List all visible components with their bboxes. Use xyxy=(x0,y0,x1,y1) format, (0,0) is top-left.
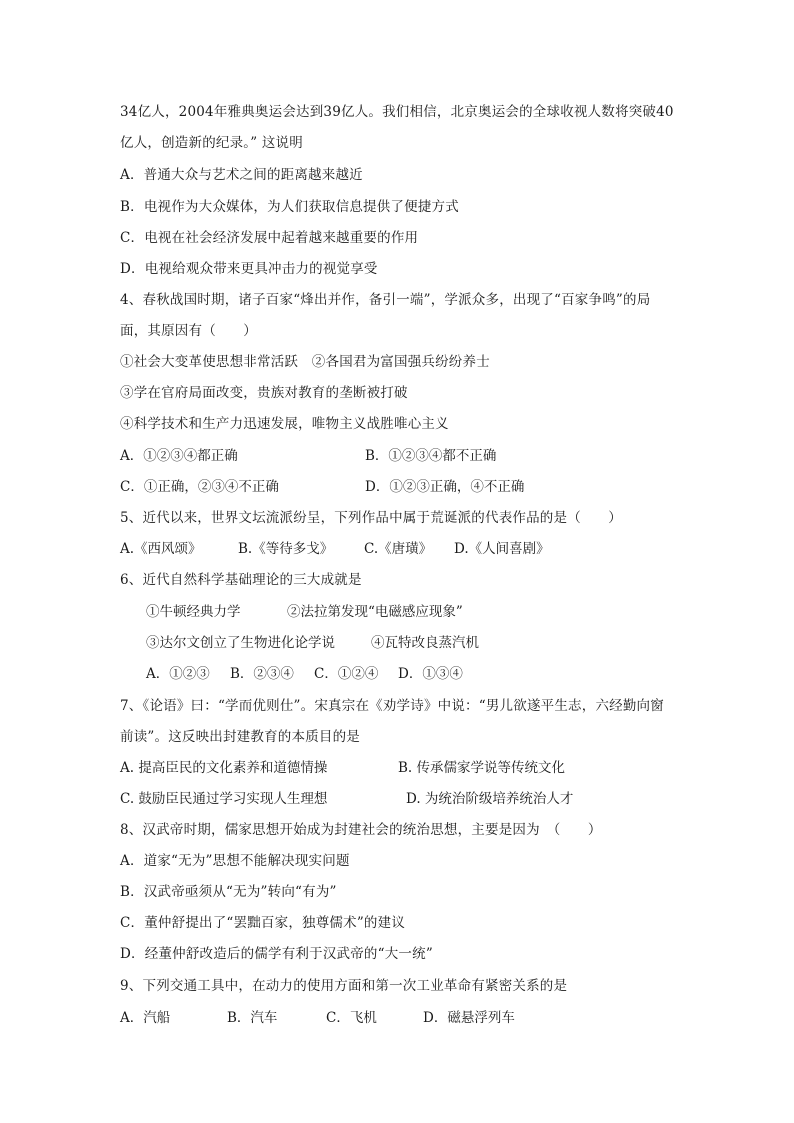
q5-option-a: A.《西风颂》 xyxy=(120,541,202,557)
q8-option-c: C．董仲舒提出了“罢黜百家，独尊儒术”的建议 xyxy=(120,915,406,931)
q6-statement-2: ②法拉第发现“电磁感应现象” xyxy=(287,604,463,620)
q3-option-c: C．电视在社会经济发展中起着越来越重要的作用 xyxy=(120,230,419,246)
q3-option-d: D．电视给观众带来更具冲击力的视觉享受 xyxy=(120,261,378,277)
q4-option-a: A．①②③④都正确 xyxy=(120,448,238,464)
q6-statement-3: ③达尔文创立了生物进化论学说 xyxy=(146,635,335,651)
q9-option-b: B．汽车 xyxy=(227,1010,278,1026)
q3-option-a: A．普通大众与艺术之间的距离越来越近 xyxy=(120,167,363,183)
q7-stem-line-2: 前读”。这反映出封建教育的本质目的是 xyxy=(120,729,361,745)
q6-stem: 6、近代自然科学基础理论的三大成就是 xyxy=(120,572,362,588)
q9-option-a: A．汽船 xyxy=(120,1010,171,1026)
q8-option-b: B．汉武帝亟须从“无为”转向“有为” xyxy=(120,884,337,900)
q7-option-b: B. 传承儒家学说等传统文化 xyxy=(398,760,566,776)
q7-option-a: A. 提高臣民的文化素养和道德情操 xyxy=(120,760,328,776)
q8-option-a: A．道家“无为”思想不能解决现实问题 xyxy=(120,853,350,869)
q5-option-d: D.《人间喜剧》 xyxy=(454,541,550,557)
q9-stem: 9、下列交通工具中，在动力的使用方面和第一次工业革命有紧密关系的是 xyxy=(120,978,568,994)
q3-text-line-2: 亿人，创造新的纪录。” 这说明 xyxy=(120,135,303,151)
q6-statement-1: ①牛顿经典力学 xyxy=(146,604,241,620)
q6-option-c: C．①②④ xyxy=(314,666,379,682)
q4-stem-line-2: 面，其原因有（ ） xyxy=(120,323,257,339)
q7-option-d: D. 为统治阶级培养统治人才 xyxy=(406,791,574,807)
q7-stem-line-1: 7、《论语》曰：“学而优则仕”。宋真宗在《劝学诗》中说：“男儿欲遂平生志，六经勤向窗 xyxy=(120,698,664,714)
q4-statement-3: ③学在官府局面改变，贵族对教育的垄断被打破 xyxy=(120,385,408,401)
q6-statement-4: ④瓦特改良蒸汽机 xyxy=(371,635,479,651)
q4-option-c: C．①正确，②③④不正确 xyxy=(120,479,279,495)
q4-option-d: D．①②③正确，④不正确 xyxy=(365,479,525,495)
q6-option-d: D．①③④ xyxy=(398,666,463,682)
q8-option-d: D．经董仲舒改造后的儒学有利于汉武帝的“大一统” xyxy=(120,946,433,962)
q3-option-b: B．电视作为大众媒体，为人们获取信息提供了便捷方式 xyxy=(120,199,459,215)
q3-text-line-1: 34亿人，2004年雅典奥运会达到39亿人。我们相信，北京奥运会的全球收视人数将突破40 xyxy=(120,104,674,120)
q7-option-c: C. 鼓励臣民通过学习实现人生理想 xyxy=(120,791,328,807)
q4-statement-1-2: ①社会大变革使思想非常活跃 ②各国君为富国强兵纷纷养士 xyxy=(120,354,490,370)
q6-option-a: A．①②③ xyxy=(146,666,210,682)
q5-option-c: C.《唐璜》 xyxy=(364,541,433,557)
q5-stem: 5、近代以来，世界文坛流派纷呈，下列作品中属于荒诞派的代表作品的是（ ） xyxy=(120,510,622,526)
q8-stem: 8、汉武帝时期，儒家思想开始成为封建社会的统治思想，主要是因为 （ ） xyxy=(120,822,602,838)
q5-option-b: B.《等待多戈》 xyxy=(238,541,334,557)
q9-option-c: C．飞机 xyxy=(326,1010,377,1026)
q9-option-d: D．磁悬浮列车 xyxy=(423,1010,515,1026)
q4-stem-line-1: 4、春秋战国时期，诸子百家“烽出并作，备引一端”，学派众多，出现了“百家争鸣”的局 xyxy=(120,292,651,308)
q4-option-b: B．①②③④都不正确 xyxy=(365,448,497,464)
q4-statement-4: ④科学技术和生产力迅速发展，唯物主义战胜唯心主义 xyxy=(120,416,449,432)
q6-option-b: B．②③④ xyxy=(230,666,294,682)
